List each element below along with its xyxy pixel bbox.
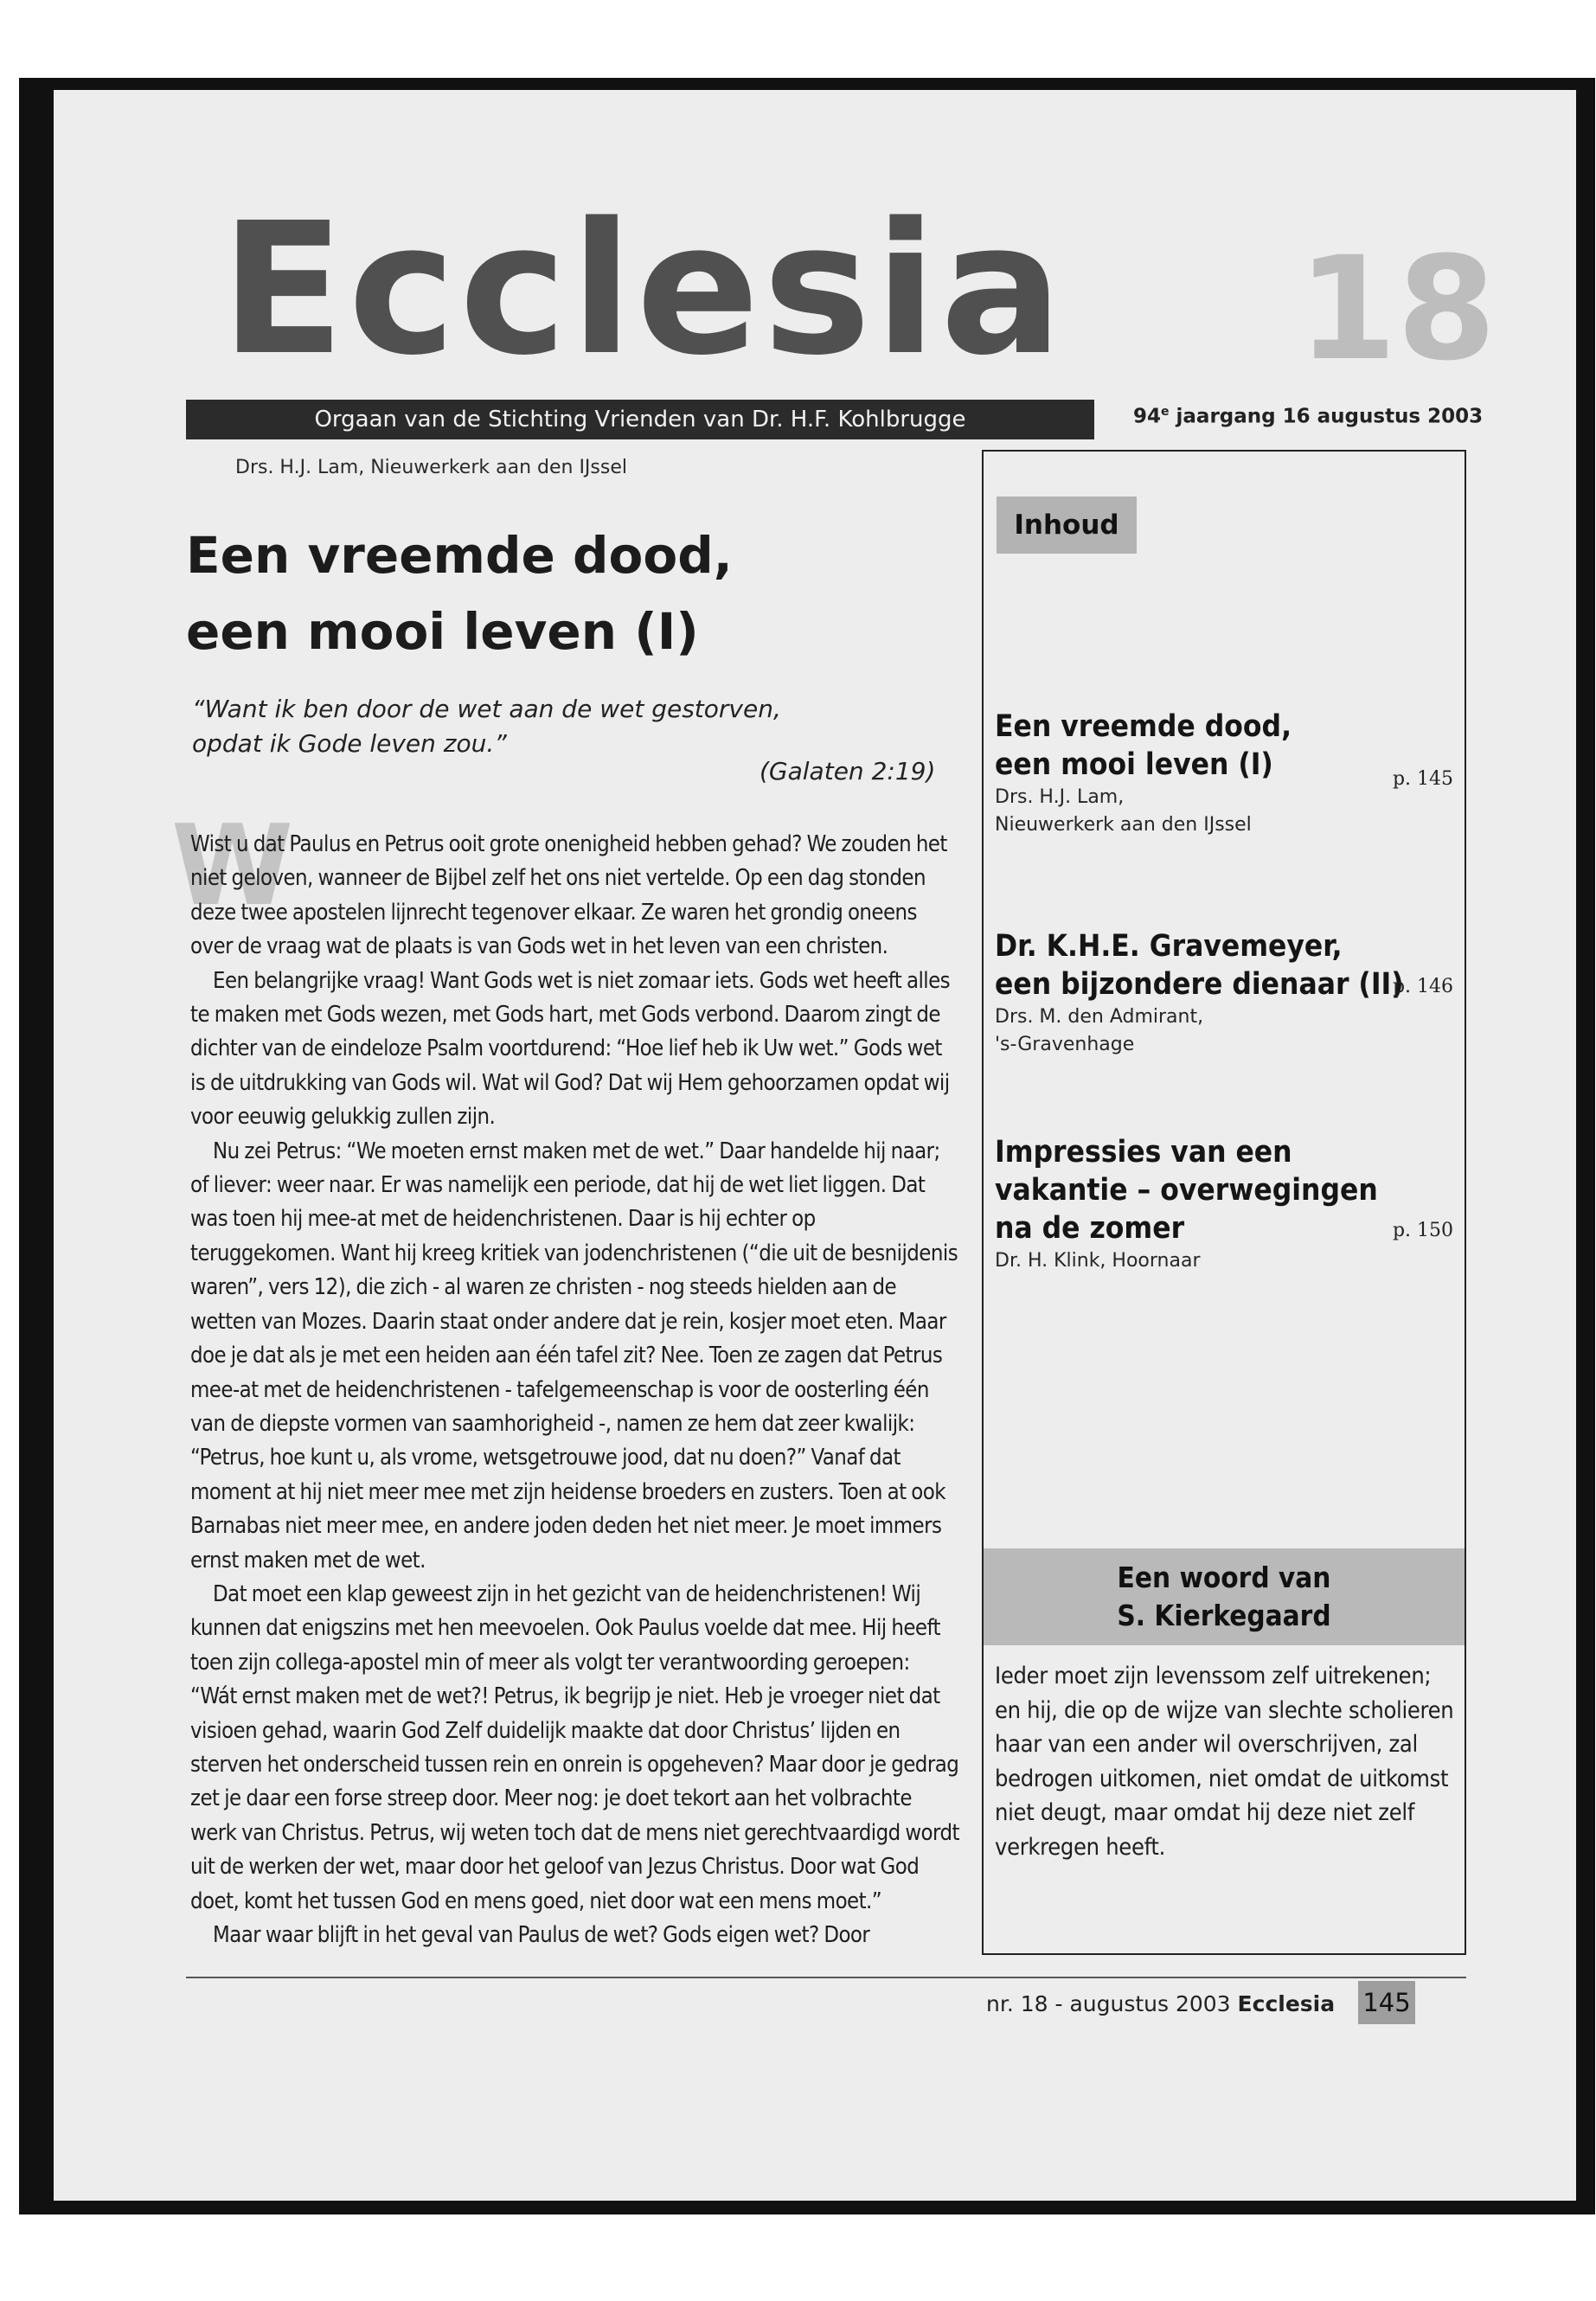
volume-suffix: e: [1161, 405, 1170, 419]
toc-entry-author: [995, 1003, 1453, 1059]
toc-title-line: Impressies van een: [995, 1135, 1292, 1170]
epigraph-line-2: opdat ik Gode leven zou.”: [192, 729, 507, 758]
toc-author-line: Drs. M. den Admirant,: [995, 1006, 1204, 1028]
article-title: [186, 517, 913, 670]
quote-heading-line-2: S. Kierkegaard: [1117, 1599, 1331, 1632]
toc-page-number: p. 145: [1392, 768, 1453, 790]
footer-journal: Ecclesia: [1237, 1991, 1336, 2016]
toc-entry: [995, 708, 1453, 839]
article-paragraph: Dat moet een klap geweest zijn in het gezicht van de heidenchristenen! Wij kunnen dat enigszins met hen meevoelen. Ook Paulus voelde dat mee. Hij heeft toen zijn collega-apostel min of meer als volgt ter verantwoording geroepen: “Wát ernst maken met de wet?! Petrus, ik begrijp je niet. Heb je vroeger niet dat visioen gehad, waarin God Zelf duidelijk maakte dat door Christus’ lijden en sterven het onderscheid tussen rein en onrein is opgeheven? Maar door je gedrag zet je daar een forse streep door. Meer nog: je doet tekort aan het volbrachte werk van Christus. Petrus, wij weten toch dat de mens niet gerechtvaardigd wordt uit de werken der wet, maar door het geloof van Jezus Christus. Door wat God doet, komt het tussen God en mens goed, niet door wat een mens moet.”: [190, 1580, 959, 1914]
article-title-line-2: een mooi leven (I): [186, 602, 699, 661]
toc-entry-title: [995, 927, 1453, 1003]
article-paragraph: Een belangrijke vraag! Want Gods wet is niet zomaar iets. Gods wet heeft alles te maken met Gods wezen, met Gods hart, met Gods verbond. Daarom zingt de dichter van de eindeloze Psalm voortdurend: “Hoe lief heb ik Uw wet.” Gods wet is de uitdrukking van Gods wil. Wat wil God? Dat wij Hem gehoorzamen opdat wij voor eeuwig gelukkig zullen zijn.: [190, 967, 951, 1131]
epigraph-reference: (Galaten 2:19): [760, 757, 936, 785]
epigraph-line-1: “Want ik ben door de wet aan de wet gestorven,: [192, 695, 781, 723]
masthead-title: Ecclesia: [221, 183, 1067, 395]
footer-rule: [186, 1977, 1466, 1978]
toc-title-line: Dr. K.H.E. Gravemeyer,: [995, 929, 1343, 964]
quote-heading: [984, 1548, 1465, 1645]
quote-text: Ieder moet zijn levenssom zelf uitrekenen; en hij, die op de wijze van slechte scholieren haar van een ander wil overschrijven, zal bedrogen uitkomen, niet omdat de uitkomst niet deugt, maar omdat hij deze niet zelf verkregen heeft.: [995, 1663, 1454, 1861]
issue-number: 18: [1298, 226, 1497, 392]
toc-author-line: Drs. H.J. Lam,: [995, 786, 1125, 808]
toc-author-line: Dr. H. Klink, Hoornaar: [995, 1250, 1201, 1272]
toc-entry: [995, 927, 1453, 1059]
toc-author-line: Nieuwerkerk aan den IJssel: [995, 814, 1252, 836]
article-paragraph: Nu zei Petrus: “We moeten ernst maken met de wet.” Daar handelde hij naar; of liever: weer naar. Er was namelijk een periode, dat hij de wet liet liggen. Dat was toen hij mee-at met de heidenchristenen. Daar is hij echter op teruggekomen. Want hij kreeg kritiek van jodenchristenen (“die uit de besnijdenis waren”, vers 12), die zich - al waren ze christen - nog steeds hielden aan de wetten van Mozes. Daarin staat onder andere dat je rein, kosjer moet eten. Maar doe je dat als je met een heiden aan één tafel zit? Nee. Toen ze zagen dat Petrus mee-at met de heidenchristenen - tafelgemeenschap is voor de oosterling één van de diepste vormen van saamhorigheid -, namen ze hem dat zeer kwalijk: “Petrus, hoe kunt u, als vrome, wetsgetrouwe jood, dat nu doen?” Vanaf dat moment at hij niet meer mee met zijn heidense broeders en zusters. Toen at ook Barnabas niet meer mee, en andere joden deden het niet meer. Je moet immers ernst maken met de wet.: [190, 1138, 958, 1574]
toc-page-number: p. 146: [1392, 976, 1453, 997]
toc-title-line: Een vreemde dood,: [995, 709, 1292, 744]
epigraph: [192, 692, 936, 761]
toc-entry-author: [995, 784, 1453, 839]
article-paragraph: Wist u dat Paulus en Petrus ooit grote onenigheid hebben gehad? We zouden het niet geloven, wanneer de Bijbel zelf het ons niet vertelde. Op een dag stonden deze twee apostelen lijnrecht tegenover elkaar. Ze waren het grondig oneens over de vraag wat de plaats is van Gods wet in het leven van een christen.: [190, 831, 947, 960]
drop-cap: W: [171, 802, 294, 931]
article-title-line-1: Een vreemde dood,: [186, 526, 733, 585]
article-paragraph: Maar waar blijft in het geval van Paulus de wet? Gods eigen wet? Door: [213, 1922, 870, 1948]
toc-entry-title: [995, 1133, 1453, 1247]
toc-entry: [995, 1133, 1453, 1275]
volume-number: 94: [1133, 405, 1162, 428]
toc-title-line: een bijzondere dienaar (II): [995, 967, 1404, 1002]
toc-page-number: p. 150: [1392, 1220, 1453, 1241]
issue-date: jaargang 16 augustus 2003: [1176, 405, 1484, 428]
contents-heading: Inhoud: [997, 497, 1137, 554]
page-number: 145: [1358, 1981, 1415, 2024]
toc-title-line: vakantie – overwegingen: [995, 1173, 1378, 1208]
toc-title-line: na de zomer: [995, 1211, 1185, 1246]
volume-date: [1133, 405, 1483, 428]
toc-title-line: een mooi leven (I): [995, 747, 1273, 782]
article-body: [190, 828, 960, 1952]
article-author: Drs. H.J. Lam, Nieuwerkerk aan den IJssel: [235, 457, 627, 478]
toc-entry-title: [995, 708, 1453, 784]
quote-heading-line-1: Een woord van: [1117, 1561, 1331, 1594]
toc-author-line: 's-Gravenhage: [995, 1034, 1135, 1055]
footer-issue: nr. 18 - augustus 2003: [986, 1991, 1231, 2016]
footer-text: [986, 1991, 1335, 2016]
masthead-subtitle: Orgaan van de Stichting Vrienden van Dr. H.F. Kohlbrugge: [186, 400, 1094, 439]
toc-entry-author: [995, 1247, 1453, 1275]
